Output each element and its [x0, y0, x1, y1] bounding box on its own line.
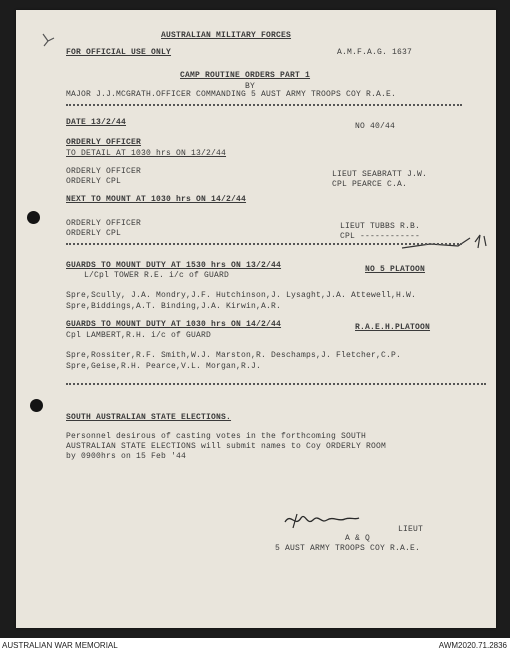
document-page	[16, 10, 496, 628]
doc-reference: A.M.F.A.G. 1637	[337, 48, 413, 57]
section-heading: ORDERLY OFFICER	[66, 138, 142, 147]
guard2-heading: GUARDS TO MOUNT DUTY AT 1030 hrs ON 14/2/44	[66, 320, 282, 329]
classification: FOR OFFICIAL USE ONLY	[66, 48, 172, 57]
doc-number: NO 40/44	[355, 122, 396, 131]
guard1-heading: GUARDS TO MOUNT DUTY AT 1530 hrs ON 13/2/44	[66, 261, 282, 270]
elections-text-1: Personnel desirous of casting votes in the forthcoming SOUTH	[66, 432, 367, 441]
doc-by: BY	[245, 82, 256, 91]
elections-heading: SOUTH AUSTRALIAN STATE ELECTIONS.	[66, 413, 232, 422]
punch-hole-bottom	[30, 399, 43, 412]
signature-icon	[283, 508, 361, 530]
guard1-ic: L/Cpl TOWER R.E. i/c of GUARD	[84, 271, 230, 280]
handwritten-tick-icon	[400, 232, 490, 252]
next-heading: NEXT TO MOUNT AT 1030 hrs ON 14/2/44	[66, 195, 247, 204]
duty-cpl-name: CPL PEARCE C.A.	[332, 180, 408, 189]
divider	[66, 104, 462, 106]
divider	[66, 383, 486, 385]
guard2-ic: Cpl LAMBERT,R.H. i/c of GUARD	[66, 331, 212, 340]
sign-role: A & Q	[345, 534, 371, 543]
guard2-members-2: Spre,Geise,R.H. Pearce,V.L. Morgan,R.J.	[66, 362, 262, 371]
elections-text-2: AUSTRALIAN STATE ELECTIONS will submit names to Coy ORDERLY ROOM	[66, 442, 387, 451]
duty-officer-name: LIEUT SEABRATT J.W.	[332, 170, 428, 179]
guard2-platoon: R.A.E.H.PLATOON	[355, 323, 431, 332]
next-cpl-name: CPL ------------	[340, 232, 421, 241]
footer-credit: AUSTRALIAN WAR MEMORIAL	[2, 641, 118, 650]
guard2-members-1: Spre,Rossiter,R.F. Smith,W.J. Marston,R. Deschamps,J. Fletcher,C.P.	[66, 351, 402, 360]
doc-by-line: MAJOR J.J.MCGRATH.OFFICER COMMANDING 5 AUST ARMY TROOPS COY R.A.E.	[66, 90, 397, 99]
doc-header: AUSTRALIAN MILITARY FORCES	[161, 31, 292, 40]
duty-officer-label: ORDERLY OFFICER	[66, 167, 142, 176]
next-cpl-label: ORDERLY CPL	[66, 229, 122, 238]
divider	[66, 243, 462, 245]
doc-title: CAMP ROUTINE ORDERS PART 1	[180, 71, 311, 80]
elections-text-3: by 0900hrs on 15 Feb '44	[66, 452, 187, 461]
footer-accession: AWM2020.71.2836	[438, 641, 507, 650]
pencil-mark-icon	[40, 32, 56, 48]
duty-cpl-label: ORDERLY CPL	[66, 177, 122, 186]
next-officer-name: LIEUT TUBBS R.B.	[340, 222, 421, 231]
sign-rank: LIEUT	[398, 525, 424, 534]
footer-bar	[0, 638, 510, 653]
guard1-members-2: Spre,Biddings,A.T. Binding,J.A. Kirwin,A.R.	[66, 302, 282, 311]
guard1-members-1: Spre,Scully, J.A. Mondry,J.F. Hutchinson,J. Lysaght,J.A. Attewell,H.W.	[66, 291, 417, 300]
doc-date: DATE 13/2/44	[66, 118, 127, 127]
section-subheading: TO DETAIL AT 1030 hrs ON 13/2/44	[66, 149, 227, 158]
punch-hole-top	[27, 211, 40, 224]
next-officer-label: ORDERLY OFFICER	[66, 219, 142, 228]
guard1-platoon: NO 5 PLATOON	[365, 265, 426, 274]
sign-unit: 5 AUST ARMY TROOPS COY R.A.E.	[275, 544, 421, 553]
